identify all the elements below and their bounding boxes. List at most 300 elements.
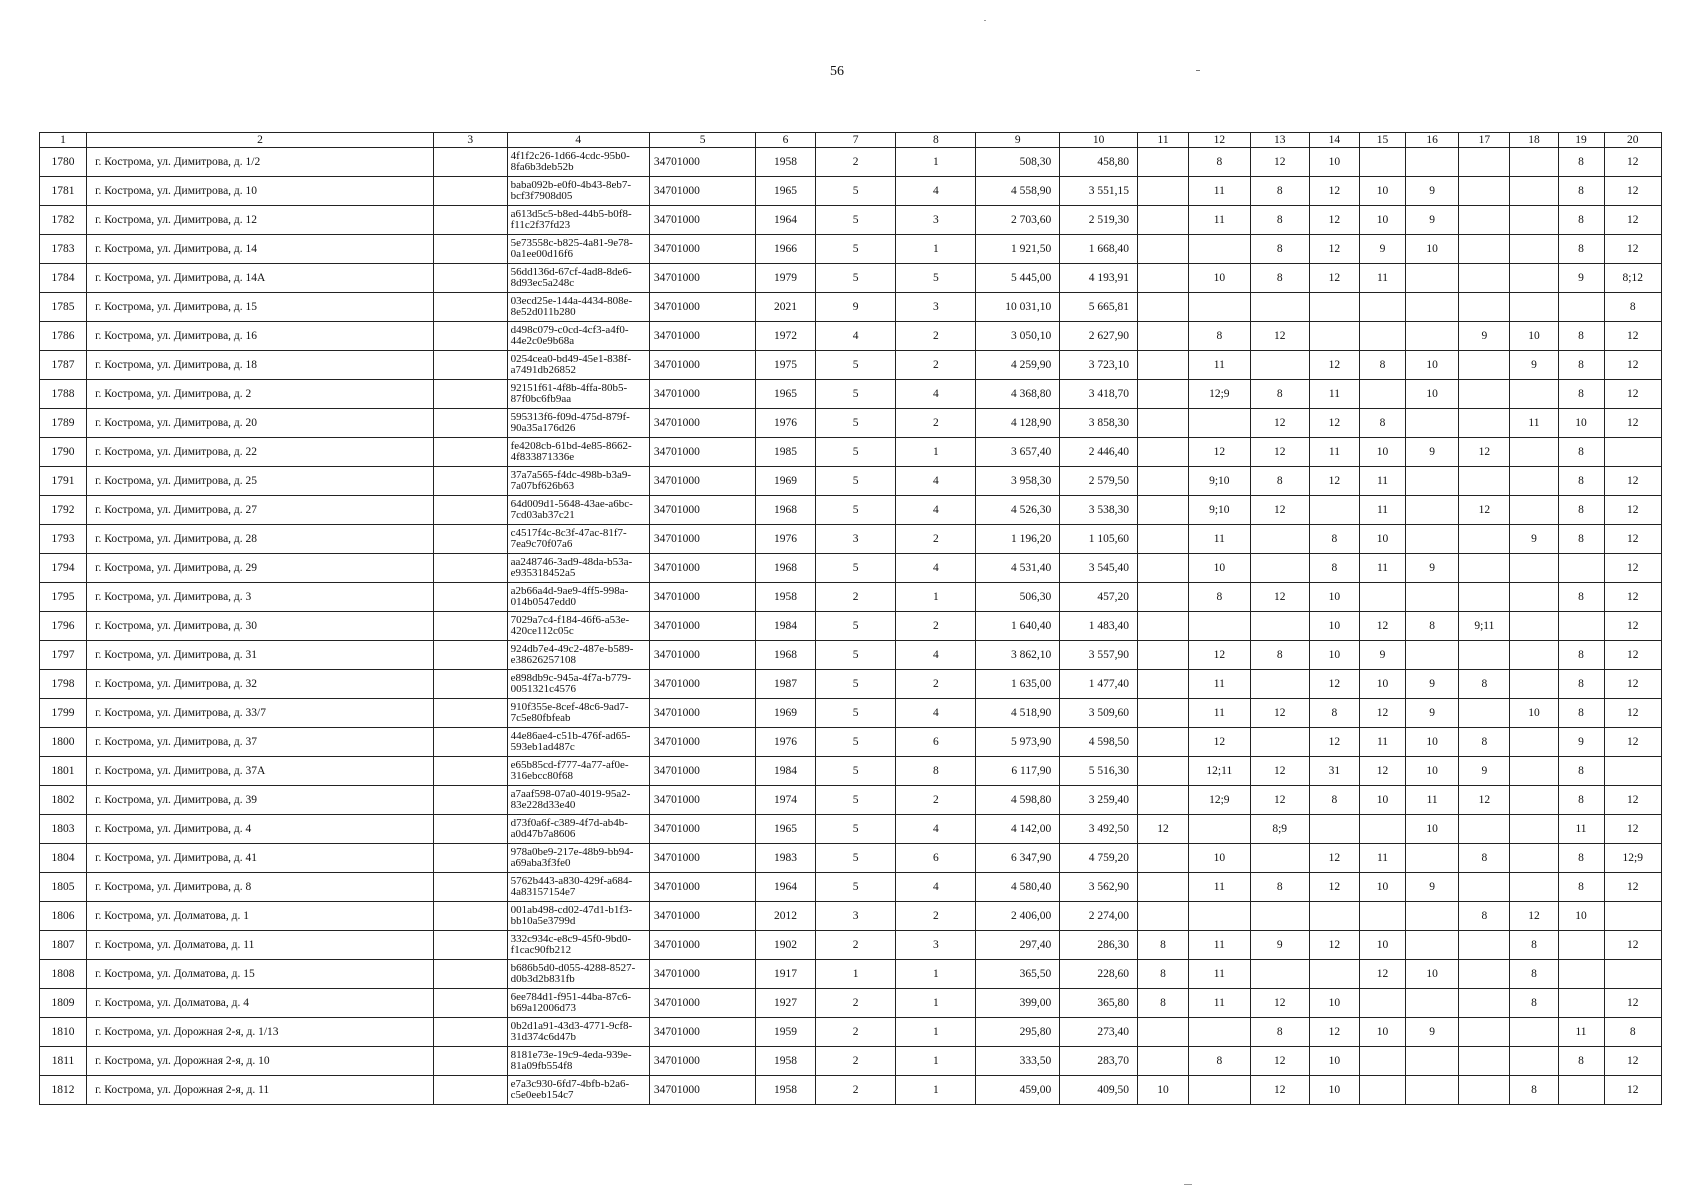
oktmo-code-cell: 34701000 — [649, 148, 755, 177]
col-19-cell — [1558, 960, 1604, 989]
floors-cell: 2 — [815, 931, 896, 960]
col-11-cell — [1137, 699, 1188, 728]
total-area-cell: 3 958,30 — [976, 467, 1060, 496]
column-number-1: 1 — [40, 133, 87, 148]
build-year-cell: 1975 — [756, 351, 815, 380]
build-year-cell: 1972 — [756, 322, 815, 351]
table-row — [40, 1076, 1662, 1105]
table-row — [40, 235, 1662, 264]
col-20-cell: 12 — [1604, 235, 1661, 264]
col-17-cell: 9 — [1459, 757, 1510, 786]
table-row — [40, 815, 1662, 844]
build-year-cell: 1902 — [756, 931, 815, 960]
col-15-cell: 8 — [1360, 409, 1406, 438]
col-18-cell: 8 — [1510, 1076, 1558, 1105]
col-11-cell — [1137, 206, 1188, 235]
entrances-cell: 2 — [896, 670, 976, 699]
col-16-cell: 10 — [1406, 235, 1459, 264]
table-row — [40, 438, 1662, 467]
col-20-cell: 8;12 — [1604, 264, 1661, 293]
registry-table — [39, 132, 1662, 1105]
build-year-cell: 1968 — [756, 554, 815, 583]
oktmo-code-cell: 34701000 — [649, 177, 755, 206]
col-20-cell: 12 — [1604, 1047, 1661, 1076]
col-16-cell: 9 — [1406, 670, 1459, 699]
col-13-cell: 8 — [1250, 206, 1309, 235]
col-13-cell: 12 — [1250, 148, 1309, 177]
col-14-cell: 12 — [1309, 873, 1359, 902]
table-row — [40, 148, 1662, 177]
total-area-cell: 333,50 — [976, 1047, 1060, 1076]
address-cell: г. Кострома, ул. Димитрова, д. 14А — [87, 264, 434, 293]
column-3-cell — [433, 1018, 507, 1047]
col-17-cell — [1459, 873, 1510, 902]
col-14-cell: 10 — [1309, 148, 1359, 177]
living-area-cell: 3 259,40 — [1060, 786, 1138, 815]
row-number-cell: 1801 — [40, 757, 87, 786]
oktmo-code-cell: 34701000 — [649, 728, 755, 757]
build-year-cell: 1965 — [756, 177, 815, 206]
living-area-cell: 5 516,30 — [1060, 757, 1138, 786]
col-17-cell — [1459, 1018, 1510, 1047]
address-cell: г. Кострома, ул. Димитрова, д. 31 — [87, 641, 434, 670]
col-11-cell — [1137, 844, 1188, 873]
total-area-cell: 1 196,20 — [976, 525, 1060, 554]
total-area-cell: 2 406,00 — [976, 902, 1060, 931]
house-guid-cell: aa248746-3ad9-48da-b53a-e935318452a5 — [507, 554, 649, 583]
entrances-cell: 4 — [896, 699, 976, 728]
table-row — [40, 525, 1662, 554]
col-18-cell: 8 — [1510, 960, 1558, 989]
total-area-cell: 5 973,90 — [976, 728, 1060, 757]
entrances-cell: 2 — [896, 786, 976, 815]
col-11-cell — [1137, 786, 1188, 815]
column-3-cell — [433, 1047, 507, 1076]
column-number-10: 10 — [1060, 133, 1138, 148]
house-guid-cell: e898db9c-945a-4f7a-b779-0051321c4576 — [507, 670, 649, 699]
col-12-cell: 9;10 — [1189, 467, 1250, 496]
col-19-cell: 8 — [1558, 496, 1604, 525]
col-14-cell: 12 — [1309, 351, 1359, 380]
col-17-cell: 8 — [1459, 844, 1510, 873]
col-12-cell: 11 — [1189, 699, 1250, 728]
column-number-4: 4 — [507, 133, 649, 148]
col-15-cell: 11 — [1360, 496, 1406, 525]
living-area-cell: 3 418,70 — [1060, 380, 1138, 409]
house-guid-cell: 7029a7c4-f184-46f6-a53e-420ce112c05c — [507, 612, 649, 641]
floors-cell: 5 — [815, 699, 896, 728]
oktmo-code-cell: 34701000 — [649, 235, 755, 264]
row-number-cell: 1810 — [40, 1018, 87, 1047]
living-area-cell: 365,80 — [1060, 989, 1138, 1018]
col-12-cell: 10 — [1189, 554, 1250, 583]
column-number-7: 7 — [815, 133, 896, 148]
col-16-cell — [1406, 902, 1459, 931]
col-17-cell: 12 — [1459, 786, 1510, 815]
build-year-cell: 1964 — [756, 206, 815, 235]
address-cell: г. Кострома, ул. Димитрова, д. 39 — [87, 786, 434, 815]
column-3-cell — [433, 438, 507, 467]
floors-cell: 5 — [815, 873, 896, 902]
entrances-cell: 1 — [896, 438, 976, 467]
col-14-cell: 10 — [1309, 1076, 1359, 1105]
address-cell: г. Кострома, ул. Димитрова, д. 30 — [87, 612, 434, 641]
entrances-cell: 4 — [896, 815, 976, 844]
oktmo-code-cell: 34701000 — [649, 525, 755, 554]
entrances-cell: 8 — [896, 757, 976, 786]
col-13-cell — [1250, 902, 1309, 931]
col-11-cell — [1137, 467, 1188, 496]
total-area-cell: 1 640,40 — [976, 612, 1060, 641]
col-16-cell: 9 — [1406, 554, 1459, 583]
address-cell: г. Кострома, ул. Димитрова, д. 15 — [87, 293, 434, 322]
col-20-cell: 12 — [1604, 554, 1661, 583]
floors-cell: 5 — [815, 496, 896, 525]
col-12-cell: 9;10 — [1189, 496, 1250, 525]
col-18-cell — [1510, 380, 1558, 409]
column-3-cell — [433, 235, 507, 264]
floors-cell: 4 — [815, 322, 896, 351]
row-number-cell: 1803 — [40, 815, 87, 844]
entrances-cell: 1 — [896, 1047, 976, 1076]
living-area-cell: 4 759,20 — [1060, 844, 1138, 873]
house-guid-cell: 595313f6-f09d-475d-879f-90a35a176d26 — [507, 409, 649, 438]
total-area-cell: 2 703,60 — [976, 206, 1060, 235]
col-17-cell — [1459, 409, 1510, 438]
col-16-cell: 10 — [1406, 728, 1459, 757]
table-row — [40, 989, 1662, 1018]
col-13-cell — [1250, 670, 1309, 699]
col-15-cell: 12 — [1360, 699, 1406, 728]
oktmo-code-cell: 34701000 — [649, 496, 755, 525]
col-15-cell: 10 — [1360, 1018, 1406, 1047]
house-guid-cell: 978a0be9-217e-48b9-bb94-a69aba3f3fe0 — [507, 844, 649, 873]
col-14-cell — [1309, 960, 1359, 989]
col-13-cell: 8 — [1250, 641, 1309, 670]
column-number-9: 9 — [976, 133, 1060, 148]
table-row — [40, 554, 1662, 583]
oktmo-code-cell: 34701000 — [649, 1076, 755, 1105]
column-number-row — [40, 133, 1662, 148]
col-13-cell — [1250, 554, 1309, 583]
floors-cell: 2 — [815, 1018, 896, 1047]
col-19-cell: 8 — [1558, 438, 1604, 467]
column-3-cell — [433, 960, 507, 989]
total-area-cell: 3 862,10 — [976, 641, 1060, 670]
col-14-cell: 12 — [1309, 177, 1359, 206]
col-20-cell: 12 — [1604, 380, 1661, 409]
col-17-cell — [1459, 177, 1510, 206]
table-row — [40, 873, 1662, 902]
total-area-cell: 365,50 — [976, 960, 1060, 989]
column-number-2: 2 — [87, 133, 434, 148]
col-15-cell: 11 — [1360, 264, 1406, 293]
house-guid-cell: 44e86ae4-c51b-476f-ad65-593eb1ad487c — [507, 728, 649, 757]
table-row — [40, 699, 1662, 728]
table-row — [40, 902, 1662, 931]
table-row — [40, 322, 1662, 351]
col-12-cell: 11 — [1189, 960, 1250, 989]
table-row — [40, 409, 1662, 438]
col-12-cell: 12;9 — [1189, 380, 1250, 409]
floors-cell: 5 — [815, 554, 896, 583]
row-number-cell: 1805 — [40, 873, 87, 902]
column-number-3: 3 — [433, 133, 507, 148]
address-cell: г. Кострома, ул. Димитрова, д. 2 — [87, 380, 434, 409]
house-guid-cell: a2b66a4d-9ae9-4ff5-998a-014b0547edd0 — [507, 583, 649, 612]
col-14-cell — [1309, 293, 1359, 322]
col-20-cell: 12 — [1604, 815, 1661, 844]
house-guid-cell: a613d5c5-b8ed-44b5-b0f8-f11c2f37fd23 — [507, 206, 649, 235]
col-16-cell — [1406, 467, 1459, 496]
col-12-cell: 11 — [1189, 670, 1250, 699]
living-area-cell: 5 665,81 — [1060, 293, 1138, 322]
col-18-cell — [1510, 844, 1558, 873]
col-17-cell — [1459, 148, 1510, 177]
col-18-cell — [1510, 612, 1558, 641]
col-20-cell: 12 — [1604, 931, 1661, 960]
entrances-cell: 2 — [896, 902, 976, 931]
floors-cell: 5 — [815, 206, 896, 235]
table-row — [40, 612, 1662, 641]
house-guid-cell: 4f1f2c26-1d66-4cdc-95b0-8fa6b3deb52b — [507, 148, 649, 177]
col-15-cell — [1360, 293, 1406, 322]
row-number-cell: 1784 — [40, 264, 87, 293]
entrances-cell: 4 — [896, 496, 976, 525]
col-16-cell: 10 — [1406, 351, 1459, 380]
col-15-cell: 11 — [1360, 554, 1406, 583]
col-17-cell — [1459, 235, 1510, 264]
entrances-cell: 3 — [896, 206, 976, 235]
col-12-cell: 12;11 — [1189, 757, 1250, 786]
col-11-cell — [1137, 409, 1188, 438]
col-11-cell — [1137, 293, 1188, 322]
col-20-cell: 12 — [1604, 496, 1661, 525]
col-13-cell: 8;9 — [1250, 815, 1309, 844]
col-20-cell: 12 — [1604, 641, 1661, 670]
total-area-cell: 506,30 — [976, 583, 1060, 612]
floors-cell: 5 — [815, 409, 896, 438]
col-18-cell — [1510, 1047, 1558, 1076]
col-13-cell: 12 — [1250, 322, 1309, 351]
living-area-cell: 283,70 — [1060, 1047, 1138, 1076]
col-19-cell: 8 — [1558, 206, 1604, 235]
entrances-cell: 4 — [896, 554, 976, 583]
oktmo-code-cell: 34701000 — [649, 554, 755, 583]
total-area-cell: 4 598,80 — [976, 786, 1060, 815]
col-19-cell: 8 — [1558, 177, 1604, 206]
col-11-cell — [1137, 525, 1188, 554]
col-16-cell: 9 — [1406, 177, 1459, 206]
col-15-cell: 10 — [1360, 670, 1406, 699]
col-18-cell — [1510, 641, 1558, 670]
house-guid-cell: 910f355e-8cef-48c6-9ad7-7c5e80fbfeab — [507, 699, 649, 728]
living-area-cell: 2 519,30 — [1060, 206, 1138, 235]
living-area-cell: 3 509,60 — [1060, 699, 1138, 728]
col-18-cell — [1510, 554, 1558, 583]
row-number-cell: 1788 — [40, 380, 87, 409]
living-area-cell: 3 723,10 — [1060, 351, 1138, 380]
oktmo-code-cell: 34701000 — [649, 844, 755, 873]
row-number-cell: 1792 — [40, 496, 87, 525]
col-16-cell: 9 — [1406, 206, 1459, 235]
col-18-cell: 10 — [1510, 699, 1558, 728]
floors-cell: 2 — [815, 583, 896, 612]
col-13-cell: 9 — [1250, 931, 1309, 960]
row-number-cell: 1786 — [40, 322, 87, 351]
col-20-cell: 12 — [1604, 322, 1661, 351]
address-cell: г. Кострома, ул. Дорожная 2-я, д. 11 — [87, 1076, 434, 1105]
column-3-cell — [433, 728, 507, 757]
page-number: 56 — [830, 64, 844, 79]
total-area-cell: 4 580,40 — [976, 873, 1060, 902]
living-area-cell: 2 579,50 — [1060, 467, 1138, 496]
address-cell: г. Кострома, ул. Димитрова, д. 37А — [87, 757, 434, 786]
col-12-cell: 8 — [1189, 322, 1250, 351]
col-17-cell: 12 — [1459, 438, 1510, 467]
col-19-cell: 11 — [1558, 815, 1604, 844]
col-11-cell — [1137, 902, 1188, 931]
row-number-cell: 1787 — [40, 351, 87, 380]
col-12-cell — [1189, 409, 1250, 438]
col-13-cell: 12 — [1250, 786, 1309, 815]
build-year-cell: 1958 — [756, 583, 815, 612]
col-18-cell: 11 — [1510, 409, 1558, 438]
build-year-cell: 1917 — [756, 960, 815, 989]
col-13-cell — [1250, 612, 1309, 641]
column-3-cell — [433, 177, 507, 206]
build-year-cell: 1959 — [756, 1018, 815, 1047]
col-11-cell — [1137, 264, 1188, 293]
oktmo-code-cell: 34701000 — [649, 380, 755, 409]
build-year-cell: 1969 — [756, 699, 815, 728]
house-guid-cell: 924db7e4-49c2-487e-b589-e38626257108 — [507, 641, 649, 670]
col-20-cell — [1604, 960, 1661, 989]
col-18-cell: 9 — [1510, 351, 1558, 380]
total-area-cell: 4 526,30 — [976, 496, 1060, 525]
col-15-cell — [1360, 1047, 1406, 1076]
address-cell: г. Кострома, ул. Долматова, д. 11 — [87, 931, 434, 960]
col-17-cell — [1459, 583, 1510, 612]
col-15-cell: 9 — [1360, 641, 1406, 670]
column-3-cell — [433, 554, 507, 583]
col-20-cell: 8 — [1604, 293, 1661, 322]
floors-cell: 2 — [815, 1076, 896, 1105]
col-14-cell: 31 — [1309, 757, 1359, 786]
build-year-cell: 1968 — [756, 641, 815, 670]
col-15-cell: 8 — [1360, 351, 1406, 380]
build-year-cell: 1987 — [756, 670, 815, 699]
row-number-cell: 1811 — [40, 1047, 87, 1076]
col-19-cell: 8 — [1558, 699, 1604, 728]
col-13-cell — [1250, 728, 1309, 757]
house-guid-cell: 332c934c-e8c9-45f0-9bd0-f1cac90fb212 — [507, 931, 649, 960]
address-cell: г. Кострома, ул. Дорожная 2-я, д. 10 — [87, 1047, 434, 1076]
build-year-cell: 1958 — [756, 1076, 815, 1105]
house-guid-cell: 001ab498-cd02-47d1-b1f3-bb10a5e3799d — [507, 902, 649, 931]
scan-speck — [1184, 1184, 1192, 1185]
row-number-cell: 1794 — [40, 554, 87, 583]
col-15-cell: 10 — [1360, 206, 1406, 235]
col-15-cell — [1360, 815, 1406, 844]
floors-cell: 3 — [815, 525, 896, 554]
col-20-cell: 12 — [1604, 728, 1661, 757]
house-guid-cell: 5762b443-a830-429f-a684-4a83157154e7 — [507, 873, 649, 902]
col-19-cell: 8 — [1558, 148, 1604, 177]
col-16-cell — [1406, 322, 1459, 351]
col-14-cell — [1309, 815, 1359, 844]
column-3-cell — [433, 1076, 507, 1105]
col-20-cell: 12 — [1604, 670, 1661, 699]
col-11-cell — [1137, 1047, 1188, 1076]
col-17-cell: 8 — [1459, 728, 1510, 757]
house-guid-cell: 92151f61-4f8b-4ffa-80b5-87f0bc6fb9aa — [507, 380, 649, 409]
row-number-cell: 1808 — [40, 960, 87, 989]
col-14-cell: 8 — [1309, 699, 1359, 728]
total-area-cell: 459,00 — [976, 1076, 1060, 1105]
col-19-cell — [1558, 612, 1604, 641]
col-15-cell: 11 — [1360, 728, 1406, 757]
build-year-cell: 1976 — [756, 728, 815, 757]
col-19-cell: 8 — [1558, 670, 1604, 699]
entrances-cell: 4 — [896, 641, 976, 670]
col-19-cell — [1558, 989, 1604, 1018]
total-area-cell: 295,80 — [976, 1018, 1060, 1047]
col-12-cell: 12 — [1189, 641, 1250, 670]
total-area-cell: 4 518,90 — [976, 699, 1060, 728]
col-14-cell: 10 — [1309, 583, 1359, 612]
column-3-cell — [433, 989, 507, 1018]
col-19-cell: 8 — [1558, 525, 1604, 554]
col-14-cell: 8 — [1309, 525, 1359, 554]
col-17-cell — [1459, 989, 1510, 1018]
col-19-cell: 8 — [1558, 583, 1604, 612]
col-12-cell — [1189, 612, 1250, 641]
table-row — [40, 206, 1662, 235]
col-15-cell — [1360, 322, 1406, 351]
entrances-cell: 1 — [896, 148, 976, 177]
col-16-cell — [1406, 525, 1459, 554]
entrances-cell: 2 — [896, 351, 976, 380]
build-year-cell: 1979 — [756, 264, 815, 293]
total-area-cell: 4 259,90 — [976, 351, 1060, 380]
floors-cell: 5 — [815, 786, 896, 815]
col-20-cell: 8 — [1604, 1018, 1661, 1047]
col-15-cell: 10 — [1360, 786, 1406, 815]
col-17-cell: 8 — [1459, 902, 1510, 931]
entrances-cell: 1 — [896, 235, 976, 264]
address-cell: г. Кострома, ул. Долматова, д. 1 — [87, 902, 434, 931]
total-area-cell: 4 368,80 — [976, 380, 1060, 409]
living-area-cell: 3 562,90 — [1060, 873, 1138, 902]
living-area-cell: 3 557,90 — [1060, 641, 1138, 670]
col-16-cell — [1406, 1076, 1459, 1105]
table-row — [40, 757, 1662, 786]
floors-cell: 2 — [815, 1047, 896, 1076]
col-11-cell: 8 — [1137, 931, 1188, 960]
col-18-cell — [1510, 670, 1558, 699]
col-12-cell: 8 — [1189, 583, 1250, 612]
column-number-11: 11 — [1137, 133, 1188, 148]
col-13-cell — [1250, 960, 1309, 989]
col-15-cell: 10 — [1360, 438, 1406, 467]
address-cell: г. Кострома, ул. Дорожная 2-я, д. 1/13 — [87, 1018, 434, 1047]
column-3-cell — [433, 844, 507, 873]
row-number-cell: 1802 — [40, 786, 87, 815]
col-11-cell — [1137, 438, 1188, 467]
address-cell: г. Кострома, ул. Димитрова, д. 29 — [87, 554, 434, 583]
row-number-cell: 1781 — [40, 177, 87, 206]
